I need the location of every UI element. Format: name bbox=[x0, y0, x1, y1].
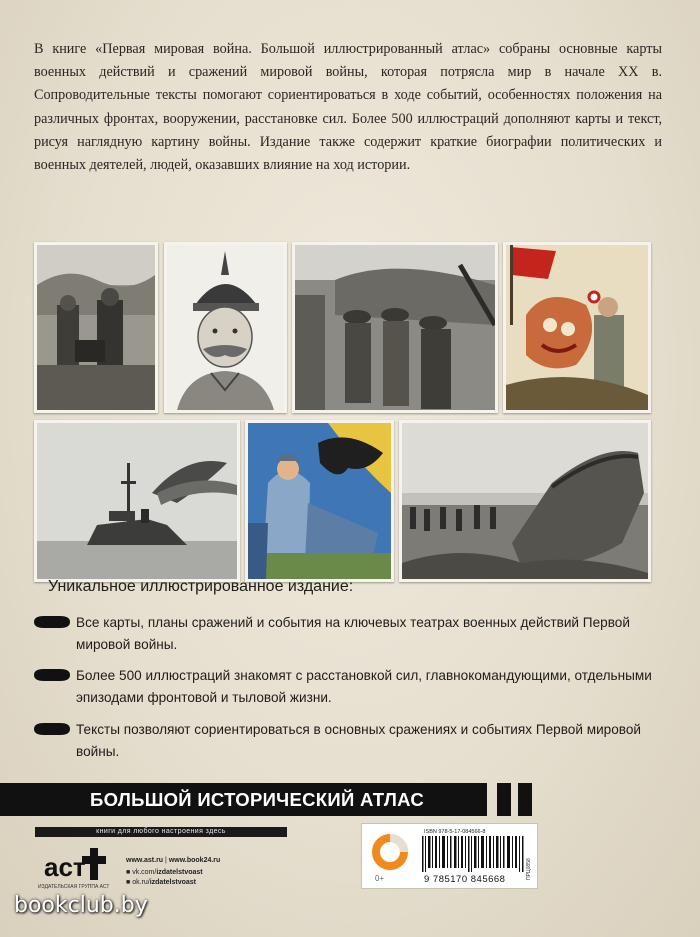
feature-text: Более 500 иллюстраций знакомят с расстановкой сил, главнокомандующими, отдельными эпизодами фронтовой и тыловой жизни. bbox=[76, 668, 652, 705]
photo-battleship bbox=[34, 420, 240, 582]
photo-bismarck-portrait bbox=[164, 242, 287, 413]
photo-eagle-poster bbox=[245, 420, 394, 582]
feature-item bbox=[34, 665, 674, 709]
barcode-number: 9 785170 845668 bbox=[424, 874, 506, 885]
photo-soldiers-trench bbox=[34, 242, 158, 413]
vk-icon: ■ bbox=[126, 869, 131, 876]
features-title: Уникальное иллюстрированное издание: bbox=[48, 578, 354, 595]
series-banner bbox=[0, 783, 487, 816]
ast-logo-icon bbox=[40, 842, 110, 886]
isbn-label: ISBN 978-5-17-084566-8 bbox=[424, 829, 486, 835]
age-rating: 0+ bbox=[375, 874, 385, 883]
age-rating-ring-icon bbox=[370, 832, 410, 872]
intro-paragraph: В книге «Первая мировая война. Большой иллюстрированный атлас» собраны основные карты военных действий и сражений мировой войны, которая потрясла мир в начале XX в. Сопроводительные тексты помогают сориентироваться в ходе событий, особенностях положения на различных фронтах, вооружении, расстановке сил. Более 500 иллюстраций дополняют карты и текст, рисуя наглядную картину войны. Издание также содержит краткие биографии политических и военных деятелей, людей, оказавших влияние на ход истории. bbox=[34, 41, 662, 174]
social-ok[interactable]: ■ ok.ru/izdatelstvoast bbox=[126, 879, 196, 886]
ok-icon: ■ bbox=[126, 879, 131, 886]
bullet-mark-icon bbox=[34, 723, 70, 735]
publisher-websites bbox=[126, 857, 220, 864]
bullet-mark-icon bbox=[34, 616, 70, 628]
barcode-icon bbox=[422, 836, 524, 872]
bullet-mark-icon bbox=[34, 669, 70, 681]
website-link[interactable]: www.ast.ru bbox=[126, 857, 164, 864]
photo-tank bbox=[399, 420, 651, 582]
publisher-tagline: книги для любого настроения здесь bbox=[35, 827, 287, 837]
imprint-note: ИЗДАТЕЛЬСКАЯ ГРУППА АСТ bbox=[38, 884, 110, 890]
banner-accent-bar bbox=[497, 783, 511, 816]
feature-item bbox=[34, 612, 674, 656]
social-vk[interactable]: ■ vk.com/izdatelstvoast bbox=[126, 869, 203, 876]
barcode-panel bbox=[361, 823, 538, 889]
feature-item bbox=[34, 719, 674, 763]
photo-trench-helmets bbox=[292, 242, 498, 413]
ast-logo-text: аст bbox=[44, 852, 86, 882]
feature-text: Все карты, планы сражений и события на ключевых театрах военных действий Первой мировой войны. bbox=[76, 615, 630, 652]
series-banner-text: БОЛЬШОЙ ИСТОРИЧЕСКИЙ АТЛАС bbox=[90, 789, 425, 810]
link-separator: | bbox=[165, 857, 167, 864]
watermark: bookclub.by bbox=[14, 893, 148, 918]
feature-text: Тексты позволяют сориентироваться в основных сражениях и событиях Первой мировой войны. bbox=[76, 722, 642, 759]
banner-accent-bar bbox=[518, 783, 532, 816]
website-link[interactable]: www.book24.ru bbox=[168, 857, 221, 864]
photo-propaganda-cartoon bbox=[503, 242, 651, 413]
vertical-code: ПРЦ0858 bbox=[526, 858, 532, 880]
